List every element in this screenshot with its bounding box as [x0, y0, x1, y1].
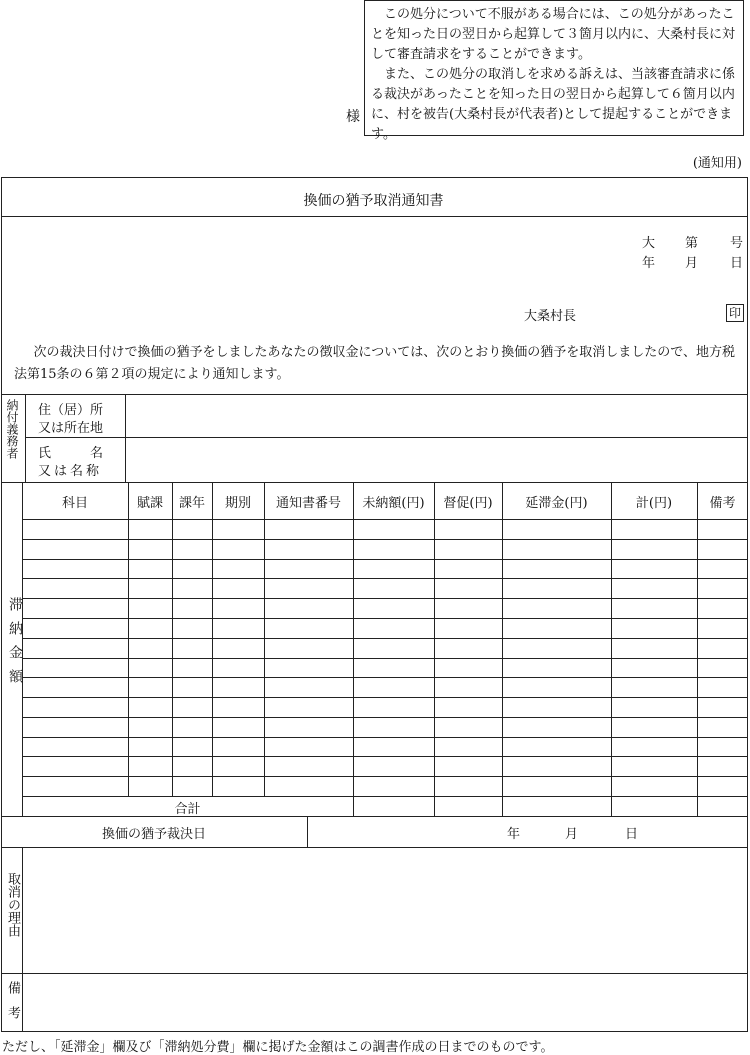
table-column-divider: [502, 482, 503, 796]
divider: [22, 847, 23, 1031]
date-year: 年: [642, 256, 656, 271]
name-label-1: 氏 名: [38, 446, 104, 461]
table-row-divider: [22, 697, 748, 698]
remarks-label: 備考: [5, 981, 20, 1031]
table-row-divider: [22, 559, 748, 560]
table-column-divider: [353, 796, 354, 816]
table-column-divider: [611, 796, 612, 816]
table-row-divider: [22, 776, 748, 777]
table-header-cell: 督促(円): [443, 496, 493, 511]
docno-prefix: 大: [642, 236, 656, 251]
table-column-divider: [434, 482, 435, 796]
table-row-divider: [22, 796, 748, 797]
table-header-cell: 計(円): [635, 496, 673, 511]
table-header-cell: 課年: [178, 496, 205, 511]
table-header-divider: [22, 519, 748, 520]
copy-type-label: (通知用): [692, 156, 742, 171]
table-column-divider: [611, 482, 612, 796]
table-header-cell: 賦課: [136, 496, 163, 511]
table-total-label: 合計: [174, 802, 201, 817]
table-column-divider: [172, 482, 173, 796]
divider: [1, 973, 748, 974]
table-row-divider: [22, 737, 748, 738]
appeal-notice-text: この処分について不服がある場合には、この処分があったことを知った日の翌日から起算して３箇月以内に、大桑村長に対して審査請求をすることができます。: [371, 7, 736, 62]
reason-label: 取消の理由: [5, 872, 20, 937]
table-header-cell: 期別: [224, 496, 251, 511]
decision-date-label: 換価の猶予裁決日: [101, 827, 206, 842]
docno-go: 号: [730, 236, 744, 251]
seal-mark: 印: [726, 304, 744, 322]
divider: [25, 437, 748, 438]
table-row-divider: [22, 756, 748, 757]
table-column-divider: [212, 482, 213, 796]
date-day: 日: [730, 256, 744, 271]
table-header-cell: 延滞金(円): [525, 496, 588, 511]
taxpayer-label: 納付義務者: [5, 399, 19, 459]
divider: [1, 847, 748, 848]
table-row-divider: [22, 618, 748, 619]
address-label-1: 住（居）所: [38, 403, 104, 418]
issuer-name: 大桑村長: [524, 309, 577, 324]
divider: [125, 394, 126, 482]
decision-month: 月: [565, 827, 579, 842]
divider: [25, 394, 26, 482]
docno-dai: 第: [685, 236, 699, 251]
table-column-divider: [353, 482, 354, 796]
table-row-divider: [22, 717, 748, 718]
table-header-cell: 通知書番号: [275, 496, 341, 511]
table-row-divider: [22, 598, 748, 599]
footnote: ただし、「延滞金」欄及び「滞納処分費」欄に掲げた金額はこの調書作成の日までのものです。: [2, 1040, 554, 1055]
table-column-divider: [502, 796, 503, 816]
table-row-divider: [22, 539, 748, 540]
divider: [1, 216, 748, 217]
table-column-divider: [697, 482, 698, 796]
honorific: 様: [346, 109, 360, 125]
table-header-cell: 未納額(円): [362, 496, 425, 511]
address-label-2: 又は所在地: [38, 421, 104, 436]
table-row-divider: [22, 638, 748, 639]
date-month: 月: [685, 256, 699, 271]
appeal-notice-box: [364, 0, 744, 142]
table-column-divider: [697, 796, 698, 816]
lawsuit-notice-text: また、この処分の取消しを求める訴えは、当該審査請求に係る裁決があったことを知った日の翌日から起算して６箇月以内に、村を被告(大桑村長が代表者)として提起することができます。: [371, 67, 736, 142]
notice-body: 次の裁決日付けで換価の猶予をしましたあなたの徴収金については、次のとおり換価の猶予を取消しましたので、地方税法第15条の６第２項の規定により通知します。: [14, 345, 735, 382]
table-row-divider: [22, 677, 748, 678]
divider: [1, 482, 748, 483]
table-column-divider: [264, 482, 265, 796]
name-label-2: 又は名称: [38, 464, 103, 479]
decision-year: 年: [507, 827, 521, 842]
table-header-cell: 備考: [709, 496, 736, 511]
table-column-divider: [128, 482, 129, 796]
table-row-divider: [22, 658, 748, 659]
divider: [307, 816, 308, 847]
table-column-divider: [434, 796, 435, 816]
arrears-label: 滞納金額: [7, 597, 23, 693]
form-frame: [1, 177, 748, 1032]
divider: [1, 394, 748, 395]
decision-day: 日: [625, 827, 639, 842]
form-title: 換価の猶予取消通知書: [303, 193, 444, 209]
table-header-cell: 科目: [61, 496, 88, 511]
table-row-divider: [22, 578, 748, 579]
